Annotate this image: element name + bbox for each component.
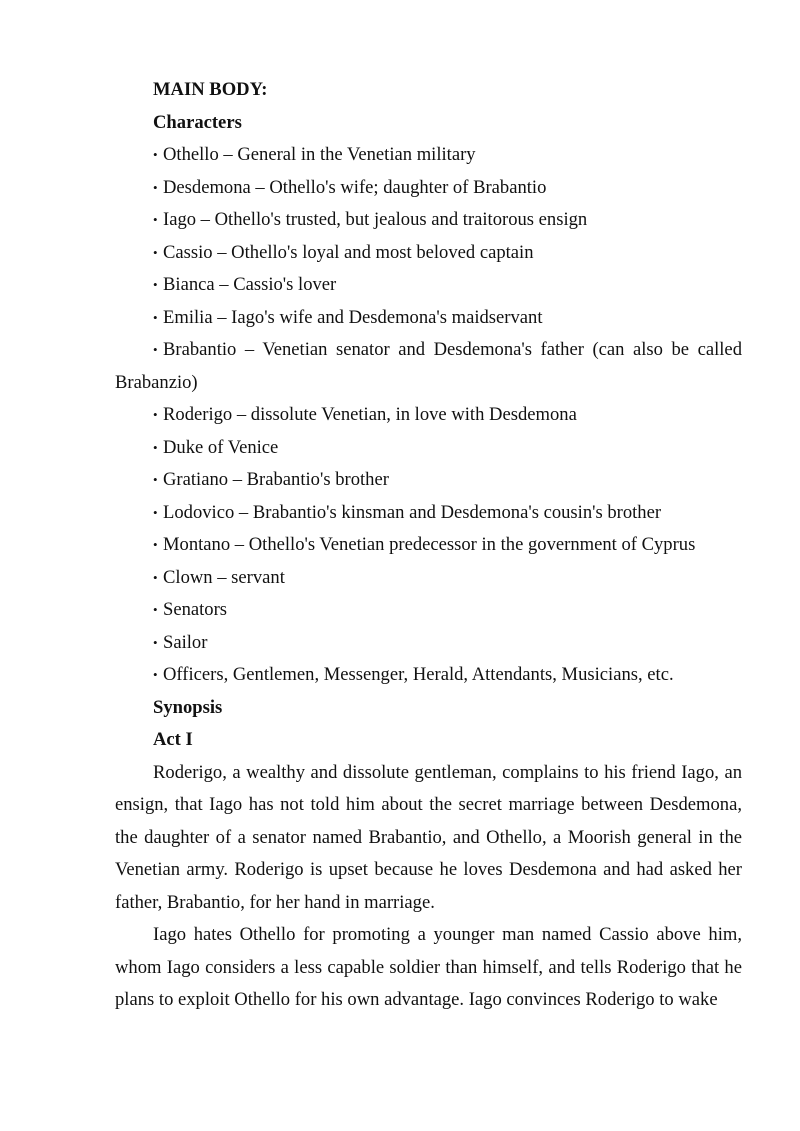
bullet-icon: • [153, 407, 158, 422]
bullet-icon: • [153, 634, 158, 650]
character-entry: Gratiano – Brabantio's brother [163, 469, 389, 490]
bullet-icon: • [153, 504, 158, 520]
character-entry: Iago – Othello's trusted, but jealous and traitorous ensign [163, 209, 588, 230]
list-item [115, 464, 742, 497]
list-item [115, 659, 742, 692]
character-entry: Clown – servant [163, 566, 285, 588]
character-entry: Emilia – Iago's wife and Desdemona's maidservant [163, 306, 543, 328]
bullet-icon: • [153, 179, 158, 195]
character-entry: Bianca – Cassio's lover [163, 274, 337, 295]
bullet-icon: • [153, 342, 158, 357]
list-item [115, 237, 742, 270]
bullet-icon: • [153, 244, 158, 260]
list-item [115, 302, 742, 335]
synopsis-paragraph: Iago hates Othello for promoting a younger man named Cassio above him, whom Iago considers a less capable soldier than himself, and tells Roderigo that he plans to exploit Othello for his own advantage. Iago convinces Roderigo to wake [115, 924, 742, 1010]
list-item [115, 627, 742, 660]
bullet-icon: • [153, 277, 158, 292]
bullet-icon: • [153, 472, 158, 487]
character-entry: Duke of Venice [163, 436, 279, 458]
character-entry: Othello – General in the Venetian military [163, 144, 476, 165]
list-item [115, 172, 742, 205]
list-item [115, 432, 742, 465]
characters-heading: Characters [153, 111, 242, 133]
bullet-icon: • [153, 667, 158, 682]
list-item [115, 497, 742, 530]
bullet-icon: • [153, 147, 158, 162]
list-item [115, 269, 742, 302]
character-entry: Lodovico – Brabantio's kinsman and Desdemona's cousin's brother [163, 501, 662, 523]
list-item [115, 334, 742, 399]
list-item [115, 594, 742, 627]
character-list [115, 139, 742, 692]
character-entry: Brabantio – Venetian senator and Desdemona's father (can also be called Brabanzio) [115, 339, 742, 393]
character-entry: Roderigo – dissolute Venetian, in love with Desdemona [163, 404, 577, 425]
act-heading: Act I [153, 729, 193, 750]
list-item [115, 204, 742, 237]
list-item [115, 139, 742, 172]
synopsis-heading: Synopsis [153, 696, 223, 718]
synopsis-paragraph: Roderigo, a wealthy and dissolute gentleman, complains to his friend Iago, an ensign, that Iago has not told him about the secret marriage between Desdemona, the daughter of a senator named Brabantio, and Othello, a Moorish general in the Venetian army. Roderigo is upset because he loves Desdemona and had asked her father, Brabantio, for her hand in marriage. [115, 761, 742, 913]
character-entry: Officers, Gentlemen, Messenger, Herald, Attendants, Musicians, etc. [163, 664, 674, 685]
character-entry: Montano – Othello's Venetian predecessor in the government of Cyprus [163, 534, 696, 555]
bullet-icon: • [153, 537, 158, 552]
list-item [115, 562, 742, 595]
bullet-icon: • [153, 569, 158, 585]
character-entry: Desdemona – Othello's wife; daughter of Brabantio [163, 176, 547, 198]
list-item [115, 399, 742, 432]
main-body-heading: MAIN BODY: [153, 79, 268, 100]
character-entry: Cassio – Othello's loyal and most beloved captain [163, 241, 534, 263]
bullet-icon: • [153, 602, 158, 617]
character-entry: Senators [163, 599, 228, 620]
character-entry: Sailor [163, 631, 208, 653]
bullet-icon: • [153, 439, 158, 455]
bullet-icon: • [153, 212, 158, 227]
document-body [115, 74, 742, 1017]
list-item [115, 529, 742, 562]
bullet-icon: • [153, 309, 158, 325]
